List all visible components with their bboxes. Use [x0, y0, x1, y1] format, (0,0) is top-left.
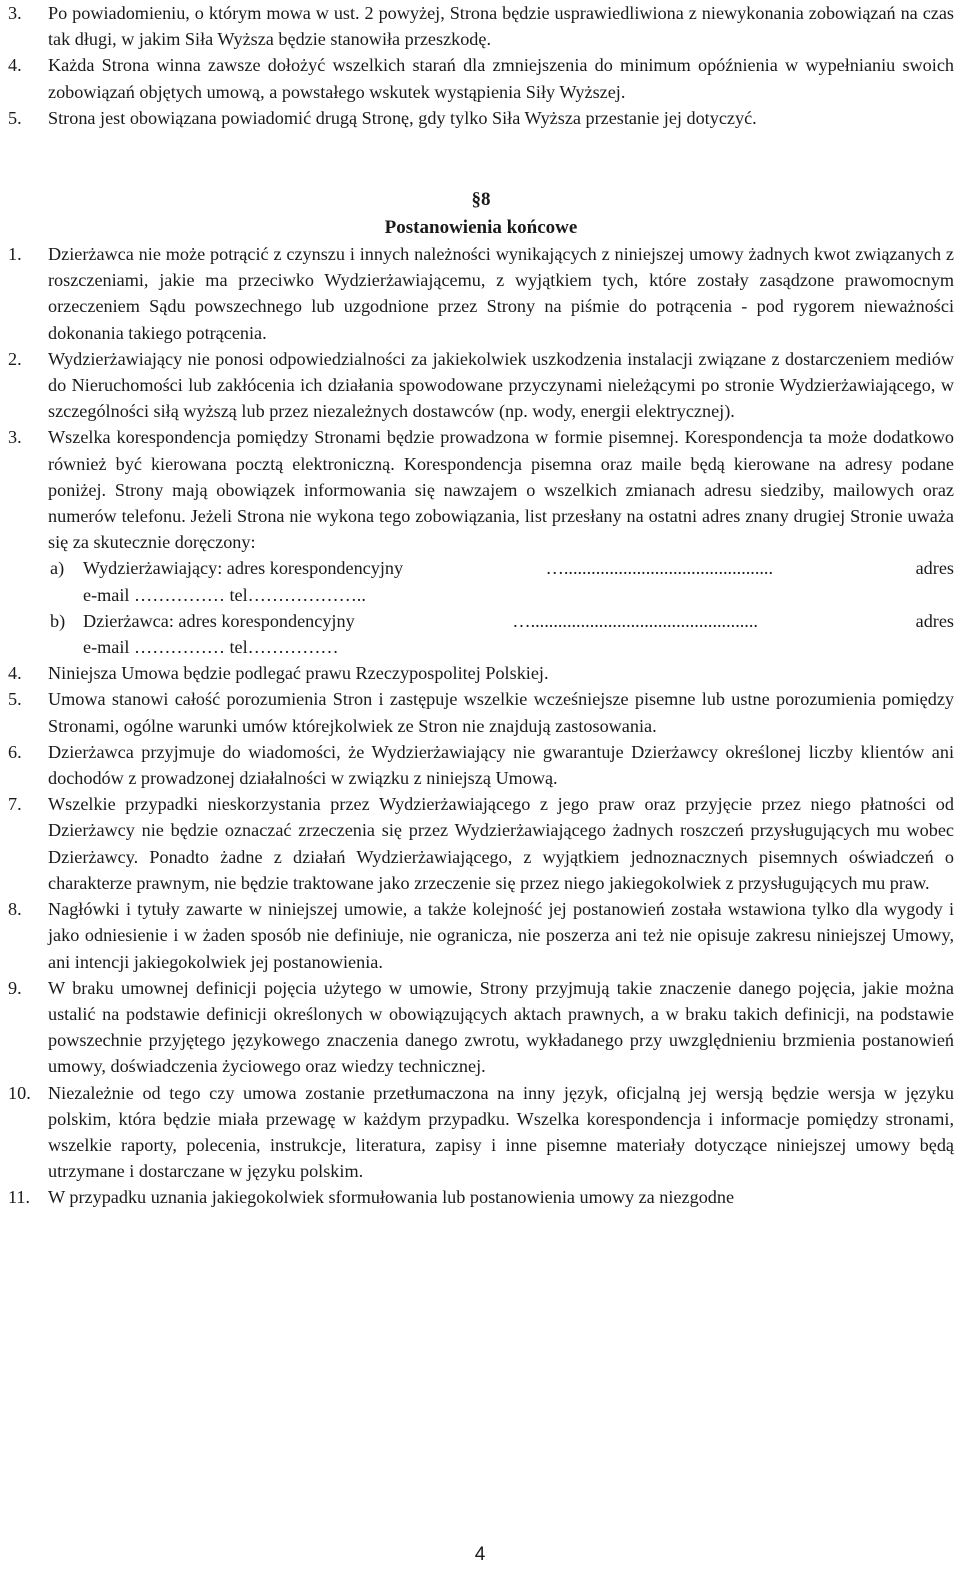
item-text: Umowa stanowi całość porozumienia Stron i zastępuje wszelkie wcześniejsze pisemne lub ustne porozumienia pomiędzy Stronami, ogólne warunki umów którejkolwiek ze Stron nie znajdują zastosowania. — [48, 689, 954, 736]
list-item — [8, 346, 954, 425]
section-title: Postanowienia końcowe — [384, 217, 578, 239]
list-item — [8, 1184, 954, 1210]
list-item — [8, 739, 954, 791]
list-item — [8, 424, 954, 555]
item-text: Wydzierżawiający nie ponosi odpowiedzialności za jakiekolwiek uszkodzenia instalacji związane z dostarczeniem mediów do Nieruchomości lub zakłócenia ich działania spowodowane przyczynami nieleżącymi po stronie Wydzierżawiającego, w szczególności siłą wyższą lub przez niezależnych dostawców (np. wody, energii elektrycznej). — [48, 348, 954, 422]
document-body — [8, 0, 954, 1211]
item-text: Wszelkie przypadki nieskorzystania przez Wydzierżawiającego z jego praw oraz przyjęcie przez niego płatności od Dzierżawcy nie będzie oznaczać zrzeczenia się przez Wydzierżawiającego żadnych roszczeń przysługujących mu wobec Dzierżawcy. Ponadto żadne z działań Wydzierżawiającego, z wyjątkiem jednoznacznych pisemnych oświadczeń o charakterze prawnym, nie będzie traktowane jako zrzeczenie się przez niego jakiegokolwiek z przysługujących mu praw. — [48, 794, 954, 893]
item-text: Dzierżawca przyjmuje do wiadomości, że Wydzierżawiający nie gwarantuje Dzierżawcy określonej liczby klientów ani dochodów z prowadzonej działalności w związku z niniejszą Umową. — [48, 741, 954, 789]
final-provisions-list — [8, 241, 954, 1211]
list-item — [8, 686, 954, 738]
list-item — [8, 660, 954, 686]
item-text: W braku umownej definicji pojęcia użytego w umowie, Strony przyjmują takie znaczenie danego pojęcia, jakie można ustalić na podstawie definicji określonych w obowiązujących aktach prawnych, a w braku takich definicji, na podstawie powszechnie przyjętego językowego znaczenia danego zwrotu, wykładanego przy uwzględnieniu brzmienia postanowień umowy, doświadczenia życiowego oraz wiedzy technicznej. — [48, 977, 954, 1077]
item-number: 5. — [8, 689, 22, 710]
section-number: §8 — [471, 189, 491, 211]
list-item — [8, 1080, 954, 1185]
address-label: b) — [50, 610, 66, 631]
item-number: 2. — [8, 348, 22, 369]
address-dots: ….............................................. — [545, 558, 774, 579]
address-tail: adres — [915, 558, 954, 579]
item-number: 3. — [8, 427, 22, 448]
item-text: Strona jest obowiązana powiadomić drugą Stronę, gdy tylko Siła Wyższa przestanie jej dotyczyć. — [48, 107, 757, 128]
item-number: 4. — [8, 663, 22, 684]
address-label: a) — [50, 558, 65, 579]
item-text: Każda Strona winna zawsze dołożyć wszelkich starań dla zmniejszenia do minimum opóźnienia w wypełnianiu swoich zobowiązań objętych umową, a powstałego wskutek wystąpienia Siły Wyższej. — [48, 55, 954, 102]
item-text: Po powiadomieniu, o którym mowa w ust. 2 powyżej, Strona będzie usprawiedliwiona z niewykonania zobowiązań na czas tak długi, w jakim Siła Wyższa będzie stanowiła przeszkodę. — [48, 3, 954, 50]
address-email-line: e-mail …………… tel…………… — [83, 637, 339, 658]
item-text: Wszelka korespondencja pomiędzy Stronami będzie prowadzona w formie pisemnej. Korespondencja ta może dodatkowo również być kierowana pocztą elektroniczną. Korespondencja pisemna oraz maile będą kierowane na adresy podane poniżej. Strony mają obowiązek informowania się nawzajem o wszelkich zmianach adresu siedziby, mailowych oraz numerów telefonu. Jeżeli Strona nie wykona tego zobowiązania, list przesłany na ostatni adres znany drugiej Stronie uważa się za skutecznie doręczony: — [48, 427, 954, 553]
list-item — [8, 0, 954, 52]
list-item — [8, 791, 954, 896]
list-item — [8, 975, 954, 1080]
item-number: 11. — [8, 1187, 31, 1208]
address-dots: ….................................................. — [512, 610, 758, 631]
list-item — [8, 241, 954, 346]
list-item — [8, 52, 954, 104]
list-item — [8, 105, 954, 131]
item-number: 3. — [8, 3, 22, 23]
address-party: Wydzierżawiający: adres korespondencyjny — [83, 558, 404, 579]
item-text: Dzierżawca nie może potrącić z czynszu i innych należności wynikających z niniejszej umowy żadnych kwot związanych z roszczeniami, jakie ma przeciwko Wydzierżawiającemu, z wyjątkiem tych, które zostały zasądzone prawomocnym orzeczeniem Sądu powszechnego lub uzgodnione przez Strony na piśmie do potrącenia - pod rygorem nieważności dokonania takiego potrącenia. — [48, 244, 954, 343]
address-list — [8, 555, 954, 660]
item-number: 5. — [8, 107, 22, 128]
item-number: 10. — [8, 1082, 31, 1103]
address-party: Dzierżawca: adres korespondencyjny — [83, 610, 355, 631]
item-number: 1. — [8, 244, 22, 265]
item-number: 4. — [8, 55, 22, 76]
address-entry — [50, 555, 954, 607]
item-number: 7. — [8, 794, 22, 815]
item-text: W przypadku uznania jakiegokolwiek sformułowania lub postanowienia umowy za niezgodne — [48, 1187, 735, 1208]
item-text: Niniejsza Umowa będzie podlegać prawu Rzeczypospolitej Polskiej. — [48, 663, 549, 684]
address-entry — [50, 608, 954, 660]
list-item — [8, 896, 954, 975]
item-text: Nagłówki i tytuły zawarte w niniejszej umowie, a także kolejność jej postanowień została wstawiona tylko dla wygody i jako odniesienie i w żaden sposób nie definiuje, nie ogranicza, nie poszerza ani też nie opisuje zakresu niniejszej Umowy, ani intencji jakiegokolwiek jej postanowienia. — [48, 899, 954, 972]
force-majeure-list — [8, 0, 954, 131]
item-number: 8. — [8, 899, 22, 920]
item-text: Niezależnie od tego czy umowa zostanie przetłumaczona na inny język, oficjalną jej wersją będzie wersja w języku polskim, która będzie miała przewagę w każdym przypadku. Wszelka korespondencja i informacje pomiędzy stronami, wszelkie raporty, polecenia, instrukcje, literatura, zapisy i inne pisemne materiały dotyczące niniejszej umowy będą utrzymane i dostarczane w języku polskim. — [48, 1082, 954, 1182]
item-number: 9. — [8, 977, 22, 998]
page-number: 4 — [474, 1544, 486, 1565]
address-tail: adres — [915, 610, 954, 631]
item-number: 6. — [8, 741, 22, 762]
address-email-line: e-mail …………… tel……………….. — [83, 584, 366, 605]
